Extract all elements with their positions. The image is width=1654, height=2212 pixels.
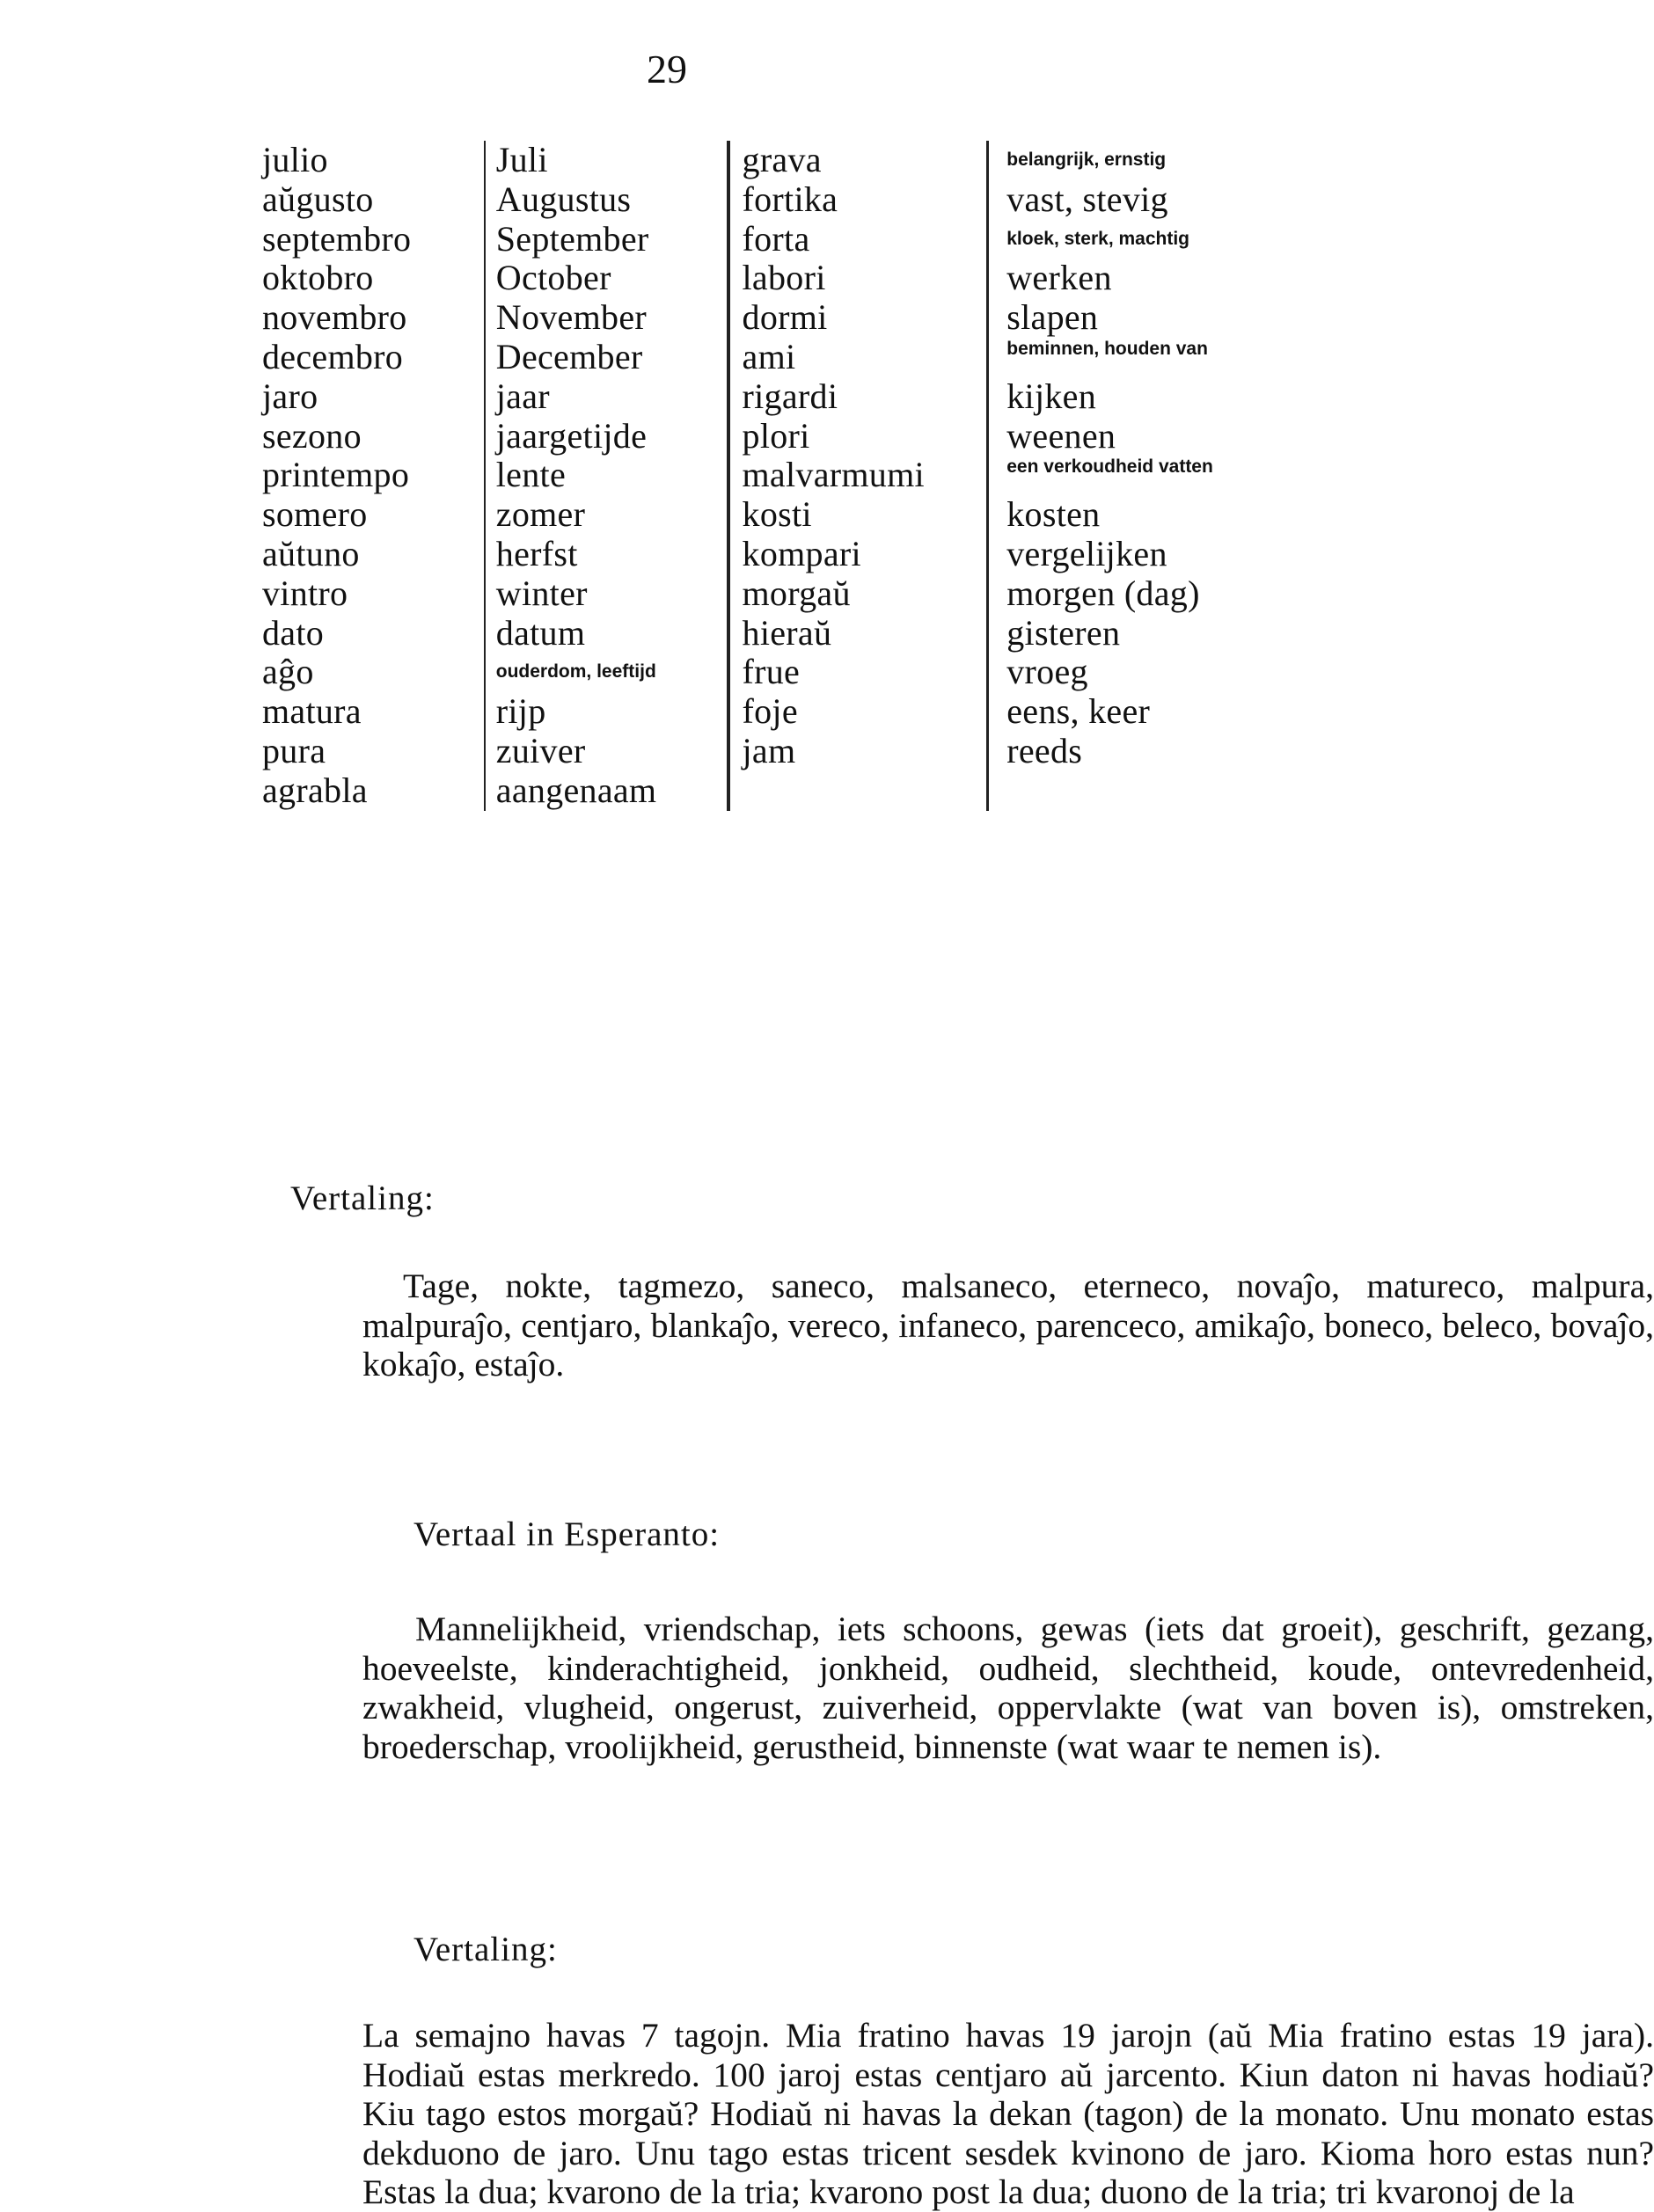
vocab-dutch-left-entry: ouderdom, leeftijd [495,661,656,683]
section3-text: La semajno havas 7 tagojn. Mia fratino havas 19 jarojn (aŭ Mia fratino estas 19 jara). Hodiaŭ estas merkredo. 100 jaroj estas centjaro aŭ jarcento. Kiun daton ni havas hodiaŭ? Kiu tago estos morgaŭ? Hodiaŭ ni havas la dekan (tagon) de la monato. Unu monato estas dekduono de jaro. Unu tago estas tricent sesdek kvinono de jaro. Kioma horo estas nun? Estas la dua; kvarono de la tria; kvarono post la dua; duono de la tria; tri kvaronoj de la [362,2016,1654,2211]
vocab-dutch-right-entry: belangrijk, ernstig [1006,150,1167,170]
vocab-dutch-right-entry: reeds [1006,730,1083,770]
vocab-esperanto-right-entry: frue [742,652,801,692]
vocab-dutch-left-entry: November [495,297,647,338]
vocab-esperanto-right-entry: morgaŭ [742,573,851,613]
vocab-dutch-left-entry: October [495,258,611,298]
vocab-dutch-left-entry: Juli [495,140,548,179]
vocab-esperanto-left-entry: aĝo [262,652,314,692]
section-heading-vertaling-1: Vertaling: [290,1179,435,1217]
vocab-column-esperanto-right [743,141,990,811]
vocab-esperanto-right-entry: forta [742,218,810,259]
vocab-dutch-right-entry: vroeg [1006,652,1088,692]
vocab-dutch-left-entry: rijp [495,691,546,732]
section2-text: Mannelijkheid, vriendschap, iets schoons, gewas (iets dat groeit), geschrift, gezang, hoeveelste, kinderachtigheid, jonkheid, oudheid, slechtheid, koude, ontevredenheid, zwakheid, vlugheid, ongerust, zuiverheid, oppervlakte (wat van boven is), omstreken, broederschap, vroolijkheid, gerustheid, binnenste (wat waar te nemen is). [362,1610,1654,1766]
vocab-dutch-right-entry: vast, stevig [1006,179,1168,219]
vocab-esperanto-left-entry: dato [262,612,325,653]
vocab-column-dutch-left [496,141,730,811]
vocab-dutch-left-entry: December [495,336,643,376]
vocab-esperanto-right-entry: kosti [742,494,812,535]
vocab-esperanto-left-entry: matura [262,691,362,732]
vocab-dutch-right-entry: gisteren [1006,612,1121,653]
vocab-dutch-right-entry: morgen (dag) [1006,573,1200,613]
vocab-dutch-left-entry: zuiver [495,730,586,770]
vocab-dutch-right-entry: kijken [1006,376,1097,416]
vocab-dutch-right-entry: weenen [1006,415,1116,456]
vocab-esperanto-right-entry: ami [742,336,796,376]
vocab-esperanto-left-entry: printempo [262,455,410,495]
vocab-esperanto-left-entry: somero [262,494,368,535]
vocab-dutch-right-entry: eens, keer [1006,691,1151,732]
vocab-esperanto-right-entry: labori [742,258,826,298]
vocab-dutch-left-entry: September [495,218,649,259]
section1-text: Tage, nokte, tagmezo, saneco, malsaneco, eterneco, novaĵo, matureco, malpura, malpuraĵo, centjaro, blankaĵo, vereco, infaneco, parenceco, amikaĵo, boneco, beleco, bovaĵo, kokaĵo, estaĵo. [362,1267,1654,1383]
vocab-dutch-right-entry: beminnen, houden van [1006,338,1208,359]
vocab-esperanto-left-entry: novembro [262,297,407,338]
vocab-column-dutch-right [1006,141,1235,811]
vocab-column-esperanto-left [262,141,486,811]
vocab-dutch-right-entry: kosten [1006,494,1101,535]
vocab-esperanto-right-entry: kompari [742,533,861,573]
vocabulary-table [262,141,1235,811]
vocab-esperanto-right-entry: hieraŭ [742,612,832,653]
vocab-dutch-left-entry: jaar [495,376,550,416]
vocab-esperanto-right-entry: malvarmumi [742,455,925,495]
section-heading-vertaling-2: Vertaling: [414,1931,558,1968]
vocab-dutch-right-entry: slapen [1006,297,1099,338]
vocab-dutch-left-entry: aangenaam [495,770,657,810]
vocab-esperanto-left-entry: sezono [262,415,362,456]
vocab-esperanto-left-entry: vintro [262,573,348,613]
vocab-esperanto-right-entry: jam [742,730,796,770]
vocab-esperanto-left-entry: pura [262,730,326,770]
vocab-esperanto-left-entry: septembro [262,218,412,259]
vocab-esperanto-right-entry: foje [742,691,798,732]
vocab-dutch-right-entry: een verkoudheid vatten [1006,456,1213,478]
vocab-dutch-right-entry: vergelijken [1006,533,1167,573]
vocab-dutch-left-entry: herfst [495,533,578,573]
vocab-dutch-left-entry: winter [495,573,588,613]
vocab-dutch-left-entry: zomer [495,494,586,535]
vocab-esperanto-left-entry: oktobro [262,258,374,298]
vocab-padding [1006,771,1235,811]
vocab-esperanto-left-entry: jaro [262,376,318,416]
vocab-esperanto-right-entry: grava [742,140,822,179]
page-number: 29 [647,47,687,91]
vocab-esperanto-left-entry: aŭgusto [262,179,374,219]
vocab-esperanto-left-entry: aŭtuno [262,533,360,573]
vocab-esperanto-left-entry: decembro [262,336,404,376]
vocab-dutch-left-entry: lente [495,455,566,495]
section-heading-vertaal: Vertaal in Esperanto: [414,1515,721,1553]
vocab-esperanto-right-entry: plori [742,415,810,456]
vocab-esperanto-left-entry: agrabla [262,770,368,810]
vocab-esperanto-right-entry: rigardi [742,376,838,416]
vocab-esperanto-right-entry: dormi [742,297,828,338]
vocab-dutch-left-entry: datum [495,612,586,653]
vocab-dutch-right-entry: kloek, sterk, machtig [1006,228,1190,249]
vocab-dutch-left-entry: jaargetijde [495,415,648,456]
vocab-padding [743,771,987,811]
vocab-dutch-right-entry: werken [1006,258,1112,298]
vocab-esperanto-right-entry: fortika [742,179,838,219]
vocab-esperanto-left-entry: julio [262,140,328,179]
vocab-dutch-left-entry: Augustus [495,179,632,219]
